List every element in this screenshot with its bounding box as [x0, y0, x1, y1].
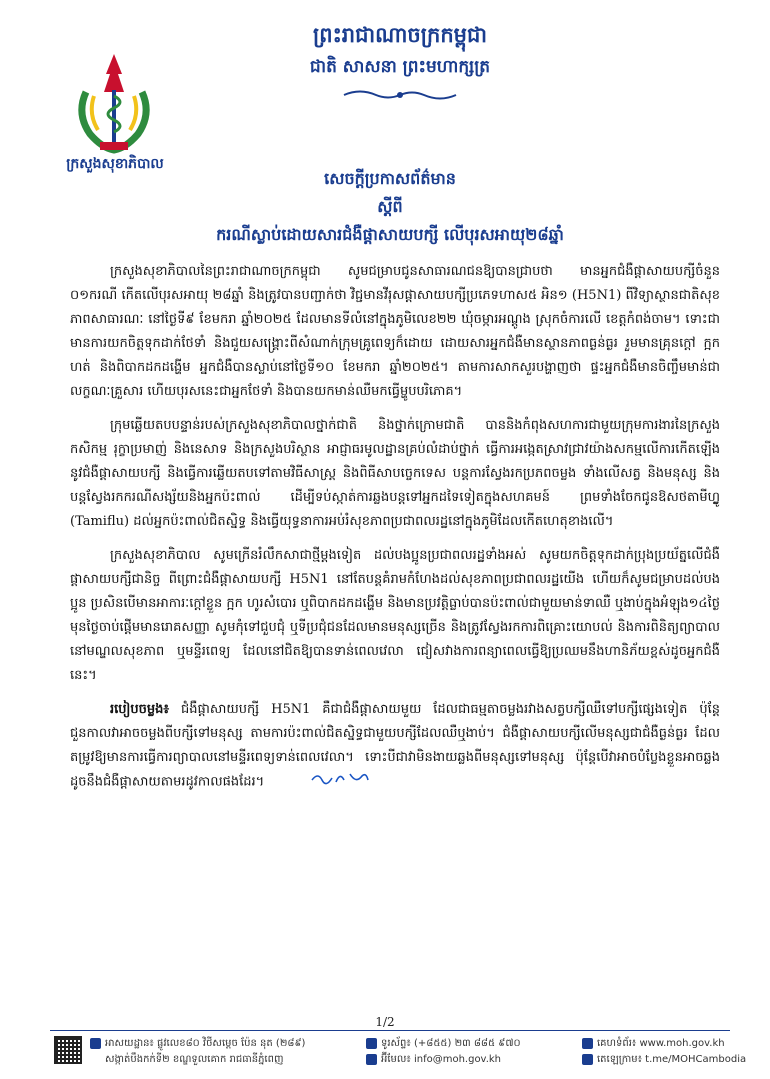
paragraph-case-report: ក្រសួងសុខាភិបាលនៃព្រះរាជាណាចក្រកម្ពុជា សូមជម្រាបជូនសាធារណជនឱ្យបានជ្រាបថា មានអ្នកជំងឺផ្តាសាយបក្សីចំនួន ០១ករណី កើតលើបុរសអាយុ ២៨ឆ្នាំ និងត្រូវបានបញ្ជាក់ថា វិជ្ជមានវីរុសផ្តាសាយបក្សីប្រភេទហាស៥ អិន១ (H5N1) ពីវិទ្យាស្ថានជាតិសុខភាពសាធារណៈ នៅថ្ងៃទី៩ ខែមករា ឆ្នាំ២០២៥ ដែលមានទីលំនៅក្នុងភូមិលេខ២២ ឃុំចម្ការអណ្តូង ស្រុកចំការលើ ខេត្តកំពង់ចាម។ ទោះជាមានការយកចិត្តទុកដាក់ថែទាំ និងជួយសង្គ្រោះពីសំណាក់ក្រុមគ្រូពេទ្យក៏ដោយ ដោយសារអ្នកជំងឺមានស្ថានភាពធ្ងន់ធ្ងរ រួមមានគ្រុនក្តៅ ក្អក ហត់ និងពិបាកដកដង្ហើម អ្នកជំងឺបានស្លាប់នៅថ្ងៃទី១០ ខែមករា ឆ្នាំ២០២៥។ តាមការសាកសួរបង្ហាញថា ផ្ទះអ្នកជំងឺមានចិញ្ចឹមមាន់ជាលក្ខណៈគ្រួសារ ហើយបុរសនេះជាអ្នកថែទាំ និងបានយកមាន់ឈឺមកធ្វើម្ហូបបរិភោគ។	[70, 264, 720, 399]
footer-rule	[50, 1030, 730, 1031]
announcement-title	[90, 165, 690, 249]
qr-code-icon	[54, 1036, 82, 1064]
footer-website[interactable]: គេហទំព័រ៖ www.moh.gov.kh	[597, 1038, 725, 1049]
footer-phone: ទូរស័ព្ទ៖ (+៨៥៥) ២៣ ៨៨៥ ៩៧០	[381, 1038, 521, 1049]
title-line-1: សេចក្តីប្រកាសព័ត៌មាន	[324, 169, 456, 188]
footer-email[interactable]: អ៊ីមែល៖ info@moh.gov.kh	[381, 1054, 502, 1065]
footer-contact	[366, 1036, 521, 1068]
announcement-body	[70, 260, 720, 805]
phone-icon	[366, 1038, 377, 1049]
location-icon	[90, 1038, 101, 1049]
header-ornament	[340, 86, 460, 104]
ministry-logo	[64, 52, 164, 156]
paragraph-advice: ក្រសួងសុខាភិបាល សូមក្រើនរំលឹកសាជាថ្មីម្តងទៀត ដល់បងប្អូនប្រជាពលរដ្ឋទាំងអស់ សូមយកចិត្តទុកដាក់ប្រុងប្រយ័ត្នលើជំងឺផ្តាសាយបក្សីជានិច្ច ពីព្រោះជំងឺផ្តាសាយបក្សី H5N1 នៅតែបន្តគំរាមកំហែងដល់សុខភាពប្រជាពលរដ្ឋយើង ហើយក៏សូមជម្រាបដល់បងប្អូន ប្រសិនបើមានអាការៈក្តៅខ្លួន ក្អក ហូរសំបោរ ឬពិបាកដកដង្ហើម និងមានប្រវត្តិធ្លាប់បានប៉ះពាល់ជាមួយមាន់ទាឈឺ ឬងាប់ក្នុងអំឡុង១៤ថ្ងៃមុនថ្ងៃចាប់ផ្តើមមានរោគសញ្ញា សូមកុំទៅជួបជុំ ឬទីប្រជុំជនដែលមានមនុស្សច្រើន និងត្រូវស្វែងរកការពិគ្រោះយោបល់ និងការពិនិត្យព្យាបាលនៅមណ្ឌលសុខភាព ឬមន្ទីរពេទ្យ ដែលនៅជិតឱ្យបានទាន់ពេលវេលា ជៀសវាងការពន្យាពេលធ្វើឱ្យប្រឈមនឹងហានិភ័យខ្ពស់ដូចអ្នកជំងឺនេះ។	[70, 548, 721, 683]
paragraph-response: ក្រុមឆ្លើយតបបន្ទាន់របស់ក្រសួងសុខាភិបាលថ្នាក់ជាតិ និងថ្នាក់ក្រោមជាតិ បាននិងកំពុងសហការជាមួយក្រុមការងារនៃក្រសួងកសិកម្ម រុក្ខាប្រមាញ់ និងនេសាទ និងក្រសួងបរិស្ថាន អាជ្ញាធរមូលដ្ឋានគ្រប់លំដាប់ថ្នាក់ ធ្វើការអង្កេតស្រាវជ្រាវយ៉ាងសកម្មលើការកើតឡើងនូវជំងឺផ្តាសាយបក្សី និងធ្វើការឆ្លើយតបទៅតាមវិធីសាស្ត្រ និងពិធីសាបច្ចេកទេស បន្តការស្វែងរកប្រភពចម្លង ទាំងលើសត្វ និងមនុស្ស និងបន្តស្វែងរកករណីសង្ស័យនិងអ្នកប៉ះពាល់ ដើម្បីទប់ស្កាត់ការឆ្លងបន្តទៅអ្នកដទៃទៀតក្នុងសហគមន៍ ព្រមទាំងចែកជូនឱសថតាមីហ្វ្លូ (Tamiflu) ដល់អ្នកប៉ះពាល់ជិតស្និទ្ធ និងធ្វើយុទ្ធនាការអប់រំសុខភាពប្រជាពលរដ្ឋនៅក្នុងភូមិដែលកើតហេតុខាងលើ។	[70, 418, 720, 529]
paragraph-transmission	[70, 698, 720, 795]
title-line-2: ស្តីពី	[377, 197, 403, 216]
footer-telegram[interactable]: តេឡេក្រាម៖ t.me/MOHCambodia	[597, 1054, 747, 1065]
globe-icon	[582, 1038, 593, 1049]
initials-signature	[270, 770, 370, 794]
footer-online	[582, 1036, 746, 1068]
transmission-label: របៀបចម្លង៖	[110, 702, 170, 717]
national-motto: ជាតិ សាសនា ព្រះមហាក្សត្រ	[309, 57, 491, 77]
kingdom-heading: ព្រះរាជាណាចក្រកម្ពុជា	[312, 23, 487, 47]
ministry-name: ក្រសួងសុខាភិបាល	[66, 156, 164, 172]
footer-address-line-2: សង្កាត់បឹងកក់ទី២ ខណ្ឌទួលគោក រាជធានីភ្នំពេញ	[105, 1054, 284, 1065]
footer-address	[90, 1036, 305, 1068]
telegram-icon	[582, 1054, 593, 1065]
page-number: 1/2	[375, 1015, 395, 1029]
footer-address-line-1: អាសយដ្ឋាន៖ ផ្លូវលេខ៨០ វិថីសម្តេច ប៉ែន នុត (២៨៩)	[105, 1038, 306, 1049]
transmission-text: ជំងឺផ្តាសាយបក្សី H5N1 គឺជាជំងឺផ្តាសាយមួយ ដែលជាធម្មតាចម្លងរវាងសត្វបក្សីឈឺទៅបក្សីផ្សេងទៀត ប៉ុន្តែជួនកាលវាអាចចម្លងពីបក្សីទៅមនុស្ស តាមការប៉ះពាល់ជិតស្និទ្ធជាមួយបក្សីដែលឈឺឬងាប់។ ជំងឺផ្តាសាយបក្សីលើមនុស្សជាជំងឺធ្ងន់ធ្ងរ ដែលតម្រូវឱ្យមានការធ្វើការព្យាបាលនៅមន្ទីរពេទ្យទាន់ពេលវេលា។ ទោះបីជាវាមិនងាយឆ្លងពីមនុស្សទៅមនុស្ស ប៉ុន្តែបើវាអាចបំប្លែងខ្លួនអាចឆ្លង ដូចនឹងជំងឺផ្តាសាយតាមរដូវកាលផងដែរ។	[70, 702, 720, 790]
title-line-3: ករណីស្លាប់ដោយសារជំងឺផ្តាសាយបក្សី លើបុរសអាយុ២៨ឆ្នាំ	[216, 225, 564, 244]
footer	[50, 1030, 747, 1070]
email-icon	[366, 1054, 377, 1065]
